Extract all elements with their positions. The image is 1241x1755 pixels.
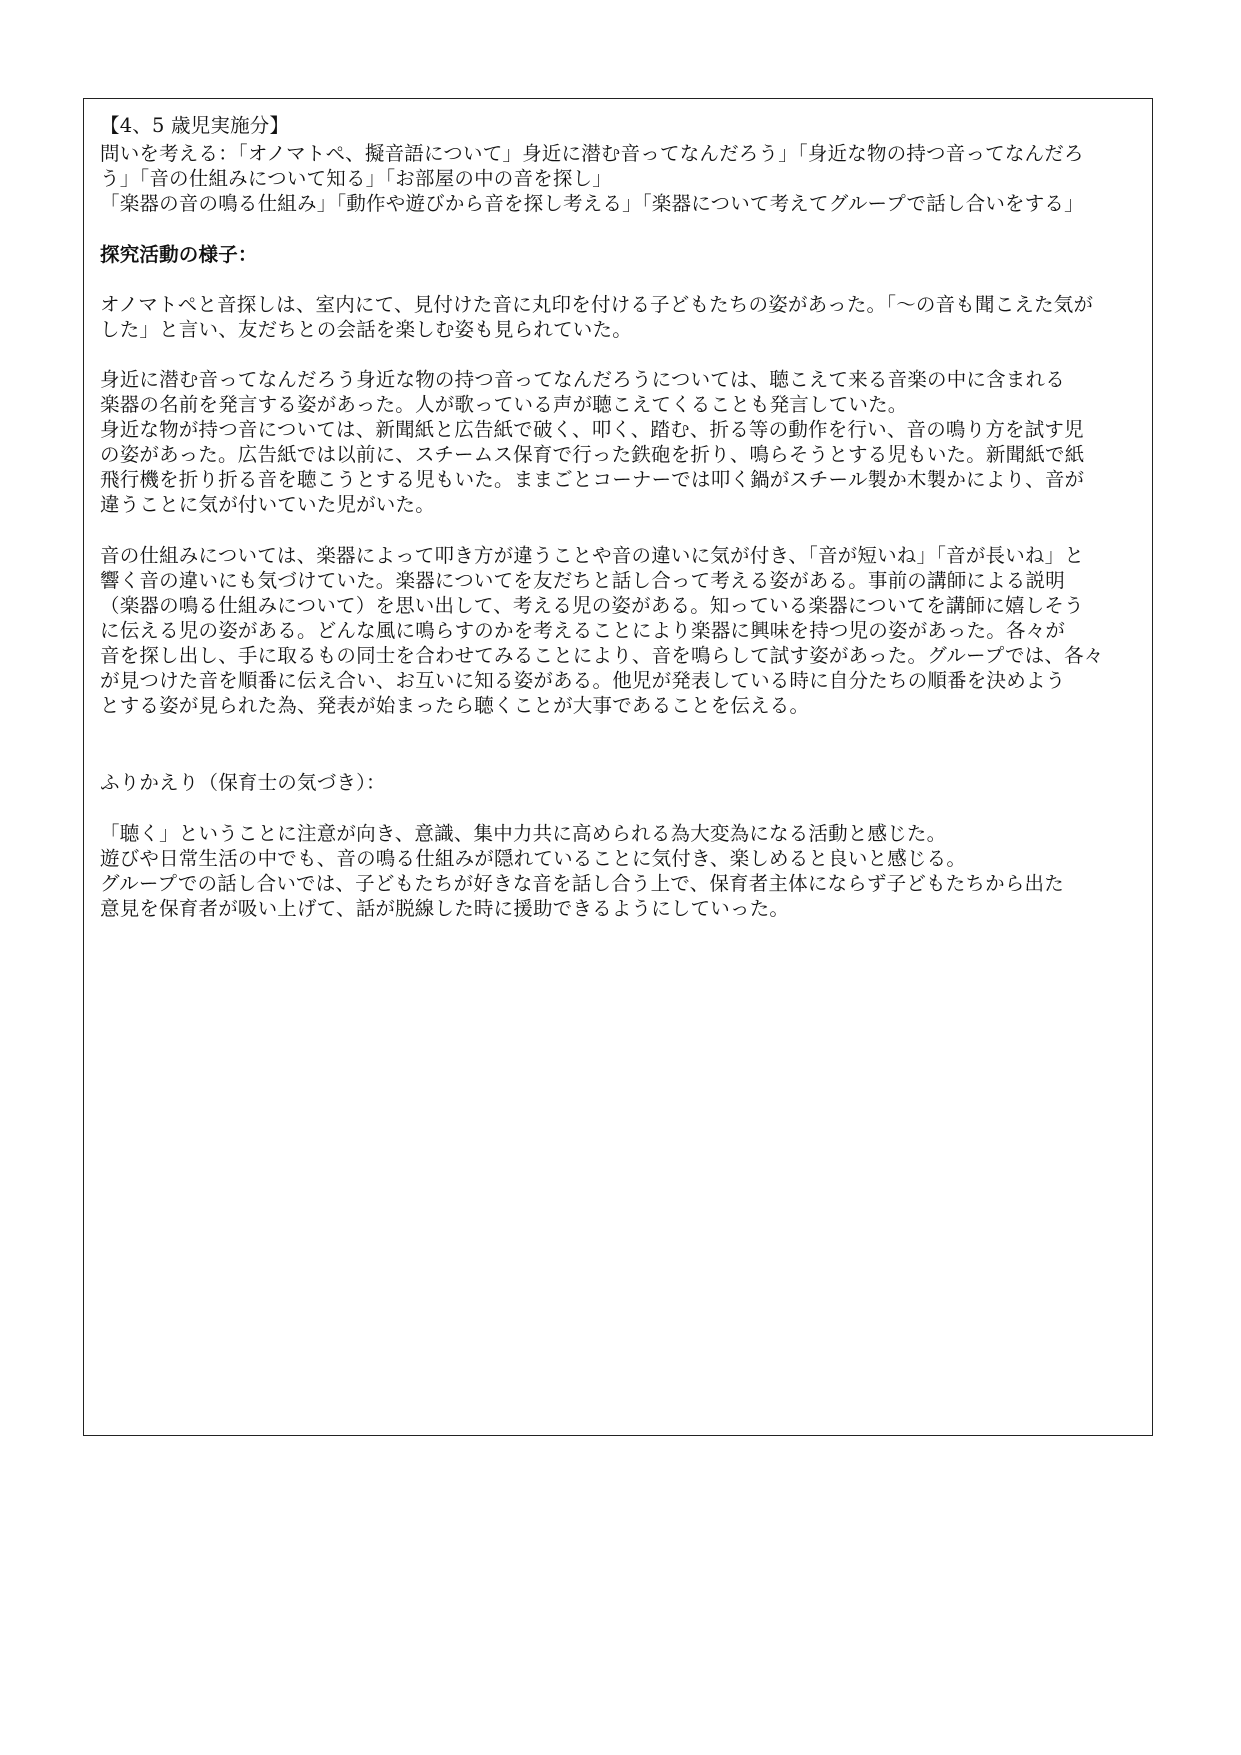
- reflection-paragraph: [100, 821, 1138, 921]
- question-line: 問いを考える：「オノマトペ、擬音語について」身近に潜む音ってなんだろう」「身近な物の持つ音ってなんだろ: [100, 142, 1084, 165]
- question-line: 「楽器の音の鳴る仕組み」「動作や遊びから音を探し考える」「楽器について考えてグループで話し合いをする」: [100, 192, 1084, 215]
- paragraph-line: 身近な物が持つ音については、新聞紙と広告紙で破く、叩く、踏む、折る等の動作を行い、音の鳴り方を試す児: [100, 418, 1084, 441]
- paragraph-line: オノマトペと音探しは、室内にて、見付けた音に丸印を付ける子どもたちの姿があった。「～の音も聞こえた気が: [100, 293, 1094, 316]
- inquiry-heading: 探究活動の様子：: [100, 243, 258, 266]
- paragraph-line: 音の仕組みについては、楽器によって叩き方が違うことや音の違いに気が付き、「音が短いね」「音が長いね」と: [100, 544, 1085, 567]
- paragraph-line: 意見を保育者が吸い上げて、話が脱線した時に援助できるようにしていった。: [100, 897, 790, 920]
- nearby-sounds-paragraph: [100, 367, 1138, 517]
- paragraph-line: 響く音の違いにも気づけていた。楽器についてを友だちと話し合って考える姿がある。事前の講師による説明: [100, 569, 1065, 592]
- paragraph-line: 「聴く」ということに注意が向き、意識、集中力共に高められる為大変為になる活動と感じた。: [100, 822, 947, 845]
- paragraph-line: の姿があった。広告紙では以前に、スチームス保育で行った鉄砲を折り、鳴らそうとする児もいた。新聞紙で紙: [100, 443, 1085, 466]
- question-line: う」「音の仕組みについて知る」「お部屋の中の音を探し」: [100, 167, 613, 190]
- paragraph-line: 飛行機を折り折る音を聴こうとする児もいた。ままごとコーナーでは叩く鍋がスチール製か木製かにより、音が: [100, 468, 1085, 491]
- paragraph-line: した」と言い、友だちとの会話を楽しむ姿も見られていた。: [100, 318, 632, 341]
- sound-mechanism-paragraph: [100, 543, 1138, 718]
- paragraph-line: とする姿が見られた為、発表が始まったら聴くことが大事であることを伝える。: [100, 694, 810, 717]
- report-frame: [83, 98, 1153, 1436]
- onomatopoeia-paragraph: [100, 292, 1138, 342]
- paragraph-line: が見つけた音を順番に伝え合い、お互いに知る姿がある。他児が発表している時に自分たちの順番を決めよう: [100, 669, 1066, 692]
- paragraph-line: グループでの話し合いでは、子どもたちが好きな音を話し合う上で、保育者主体にならず子どもたちから出た: [100, 872, 1064, 895]
- paragraph-line: 違うことに気が付いていた児がいた。: [100, 493, 435, 516]
- paragraph-line: （楽器の鳴る仕組みについて）を思い出して、考える児の姿がある。知っている楽器についてを講師に嬉しそう: [100, 594, 1084, 617]
- reflection-heading: ふりかえり（保育士の気づき）：: [100, 771, 386, 794]
- paragraph-line: 音を探し出し、手に取るもの同士を合わせてみることにより、音を鳴らして試す姿があった。グループでは、各々: [100, 644, 1104, 667]
- paragraph-line: に伝える児の姿がある。どんな風に鳴らすのかを考えることにより楽器に興味を持つ児の姿があった。各々が: [100, 619, 1066, 642]
- paragraph-line: 楽器の名前を発言する姿があった。人が歌っている声が聴こえてくることも発言していた。: [100, 393, 908, 416]
- grade-label: 【4、5 歳児実施分】: [100, 114, 290, 137]
- paragraph-line: 身近に潜む音ってなんだろう身近な物の持つ音ってなんだろうについては、聴こえて来る音楽の中に含まれる: [100, 368, 1065, 391]
- paragraph-line: 遊びや日常生活の中でも、音の鳴る仕組みが隠れていることに気付き、楽しめると良いと感じる。: [100, 847, 967, 870]
- question-block: [100, 141, 1138, 216]
